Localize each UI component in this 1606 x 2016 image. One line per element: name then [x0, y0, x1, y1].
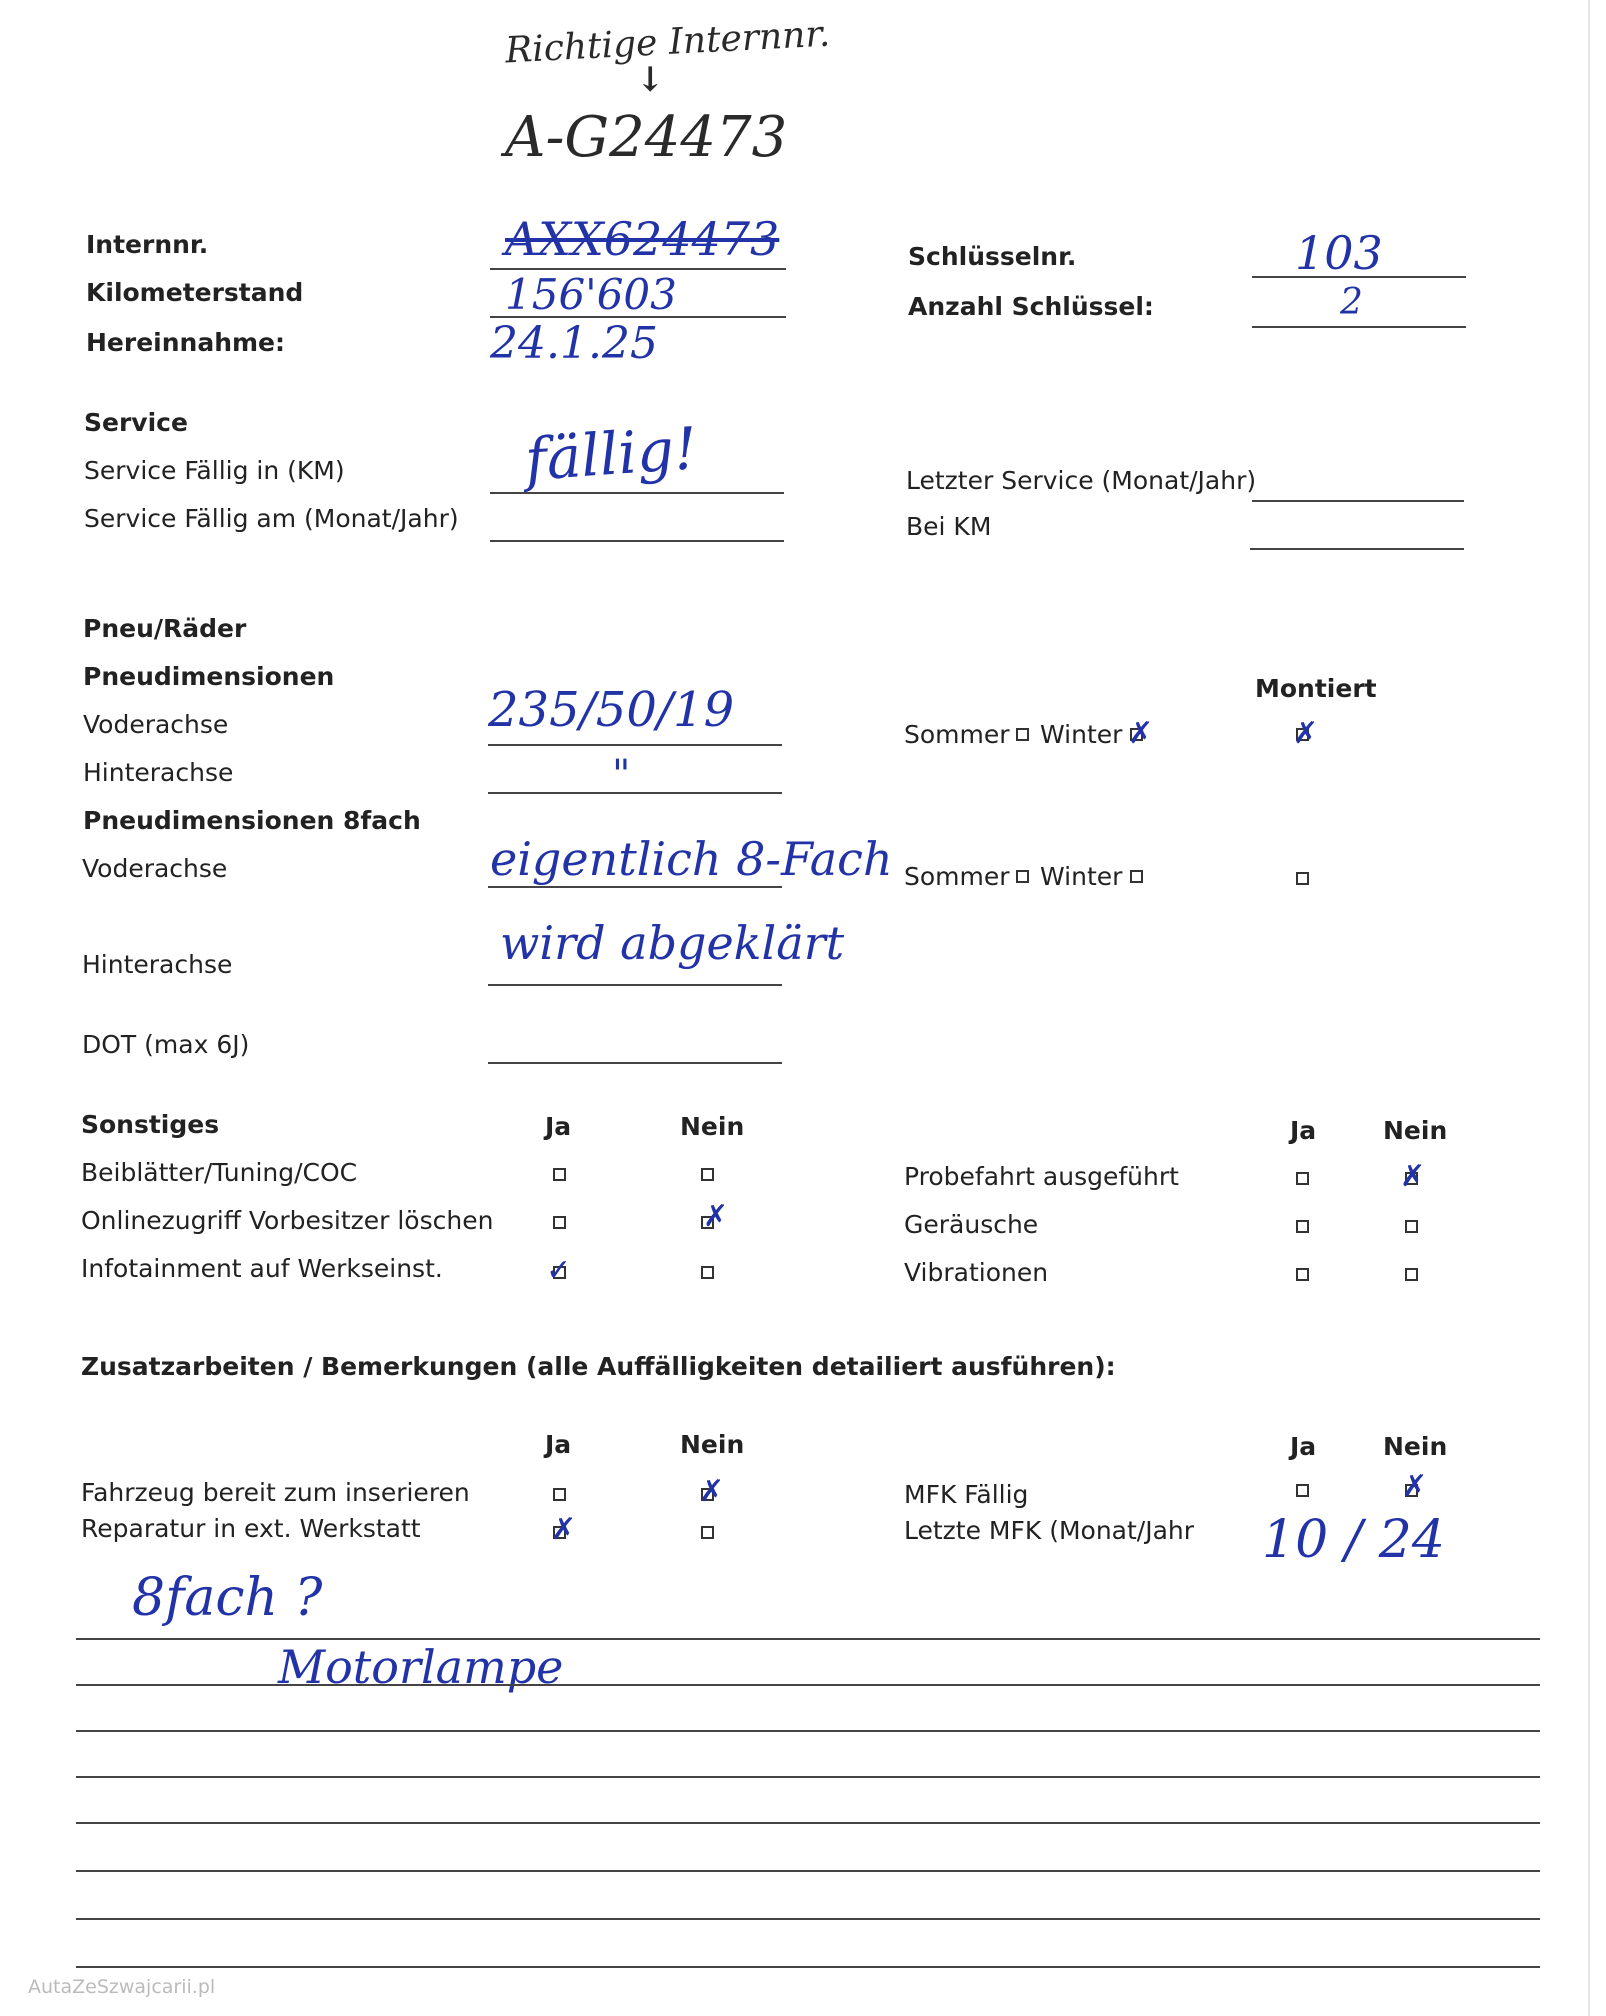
tires-dims8-heading: Pneudimensionen 8fach: [83, 806, 421, 835]
winter-label-2: Winter: [1040, 862, 1123, 891]
zusatz-right-ja-header: Ja: [1290, 1432, 1317, 1461]
zusatz-item-1-nein-checkbox[interactable]: [701, 1526, 714, 1539]
sonstiges-right-item-label: Probefahrt ausgeführt: [904, 1162, 1179, 1191]
montiert-label: Montiert: [1255, 674, 1377, 703]
hinterachse-line: [488, 792, 782, 794]
kilometer-label: Kilometerstand: [86, 278, 304, 307]
vorderachse-line: [488, 744, 782, 746]
service-heading: Service: [84, 408, 188, 437]
vorderachse8-value: eigentlich 8-Fach: [490, 832, 893, 886]
schluesselnr-label: Schlüsselnr.: [908, 242, 1077, 271]
service-faellig-km-label: Service Fällig in (KM): [84, 456, 345, 485]
kilometer-value: 156'603: [505, 270, 677, 319]
internnr-label: Internnr.: [86, 230, 209, 259]
sonstiges-right-nein-header: Nein: [1383, 1116, 1448, 1145]
tires-dims-heading: Pneudimensionen: [83, 662, 335, 691]
anzahl-value: 2: [1340, 282, 1363, 323]
remark-ruled-line: [76, 1638, 1540, 1640]
dot-label: DOT (max 6J): [82, 1030, 250, 1059]
sonstiges-right-0-nein-mark: ✗: [1400, 1159, 1426, 1194]
sonstiges-right-2-nein-checkbox[interactable]: [1405, 1268, 1418, 1281]
anzahl-line: [1252, 326, 1466, 328]
hinterachse8-value: wird abgeklärt: [500, 916, 845, 970]
winter-checkbox-2[interactable]: [1130, 870, 1143, 883]
sommer-label-1: Sommer: [904, 720, 1010, 749]
hinterachse-label: Hinterachse: [83, 758, 234, 787]
hinterachse-value: ": [612, 752, 631, 798]
sonstiges-item-0-nein-checkbox[interactable]: [701, 1168, 714, 1181]
schluesselnr-value: 103: [1295, 226, 1383, 280]
dot-line: [488, 1062, 782, 1064]
remark-line-1: 8fach ?: [132, 1568, 323, 1628]
sonstiges-right-1-nein-checkbox[interactable]: [1405, 1220, 1418, 1233]
zusatz-item-1-ja-mark: ✗: [551, 1512, 577, 1547]
remark-line-2: Motorlampe: [278, 1640, 564, 1694]
letzte-mfk-value: 10 / 24: [1262, 1510, 1445, 1570]
letzter-service-line: [1252, 500, 1464, 502]
vorderachse8-line: [488, 886, 782, 888]
zusatz-item-label: Fahrzeug bereit zum inserieren: [81, 1478, 470, 1507]
anzahl-label: Anzahl Schlüssel:: [908, 292, 1154, 321]
zusatz-ja-header: Ja: [545, 1430, 572, 1459]
annotation-corrected-number: A-G24473: [505, 105, 788, 170]
remark-ruled-line: [76, 1730, 1540, 1732]
montiert-checkbox-2[interactable]: [1296, 872, 1309, 885]
winter-check-mark-1: ✗: [1128, 716, 1154, 751]
zusatz-nein-header: Nein: [680, 1430, 745, 1459]
zusatz-item-0-ja-checkbox[interactable]: [553, 1488, 566, 1501]
remark-ruled-line: [76, 1822, 1540, 1824]
zusatz-item-label: Reparatur in ext. Werkstatt: [81, 1514, 421, 1543]
sonstiges-item-0-ja-checkbox[interactable]: [553, 1168, 566, 1181]
zusatz-item-0-nein-mark: ✗: [699, 1474, 725, 1509]
bei-km-label: Bei KM: [906, 512, 992, 541]
hinterachse8-label: Hinterachse: [82, 950, 233, 979]
service-faellig-km-line: [490, 492, 784, 494]
sommer-checkbox-2[interactable]: [1016, 870, 1029, 883]
internnr-value: AXX624473: [505, 212, 780, 266]
vorderachse8-label: Voderachse: [82, 854, 228, 883]
tires-heading: Pneu/Räder: [83, 614, 247, 643]
page-edge: [1588, 0, 1590, 2016]
sommer-label-2: Sommer: [904, 862, 1010, 891]
sonstiges-item-label: Infotainment auf Werkseinst.: [81, 1254, 443, 1283]
remark-ruled-line: [76, 1918, 1540, 1920]
sonstiges-item-1-ja-checkbox[interactable]: [553, 1216, 566, 1229]
sonstiges-right-item-label: Geräusche: [904, 1210, 1039, 1239]
zusatz-heading: Zusatzarbeiten / Bemerkungen (alle Auffälligkeiten detailiert ausführen):: [81, 1352, 1116, 1381]
mfk-nein-mark: ✗: [1402, 1469, 1428, 1504]
montiert-check-mark-1: ✗: [1293, 716, 1319, 751]
sonstiges-right-item-label: Vibrationen: [904, 1258, 1049, 1287]
mfk-ja-checkbox[interactable]: [1296, 1484, 1309, 1497]
letzter-service-label: Letzter Service (Monat/Jahr): [906, 466, 1257, 495]
remark-ruled-line: [76, 1870, 1540, 1872]
hereinnahme-value: 24.1.25: [490, 318, 658, 369]
sonstiges-heading: Sonstiges: [81, 1110, 220, 1139]
vorderachse-label: Voderachse: [83, 710, 229, 739]
sonstiges-item-label: Beiblätter/Tuning/COC: [81, 1158, 358, 1187]
zusatz-right-nein-header: Nein: [1383, 1432, 1448, 1461]
sommer-checkbox-1[interactable]: [1016, 728, 1029, 741]
schluesselnr-line: [1252, 276, 1466, 278]
hereinnahme-label: Hereinnahme:: [86, 328, 285, 357]
sonstiges-nein-header: Nein: [680, 1112, 745, 1141]
sonstiges-item-label: Onlinezugriff Vorbesitzer löschen: [81, 1206, 494, 1235]
service-faellig-am-label: Service Fällig am (Monat/Jahr): [84, 504, 459, 533]
service-faellig-km-value: fällig!: [522, 414, 700, 494]
mfk-faellig-label: MFK Fällig: [904, 1480, 1029, 1509]
watermark: AutaZeSzwajcarii.pl: [28, 1976, 216, 1998]
sonstiges-right-1-ja-checkbox[interactable]: [1296, 1220, 1309, 1233]
annotation-note: Richtige Internnr.: [504, 13, 832, 72]
annotation-arrow: ↓: [636, 60, 665, 100]
remark-ruled-line: [76, 1684, 1540, 1686]
bei-km-line: [1250, 548, 1464, 550]
vorderachse-value: 235/50/19: [488, 682, 735, 738]
sonstiges-right-ja-header: Ja: [1290, 1116, 1317, 1145]
sonstiges-ja-header: Ja: [545, 1112, 572, 1141]
hinterachse8-line: [488, 984, 782, 986]
remark-ruled-line: [76, 1776, 1540, 1778]
winter-label-1: Winter: [1040, 720, 1123, 749]
service-faellig-am-line: [490, 540, 784, 542]
sonstiges-item-1-nein-mark: ✗: [703, 1199, 729, 1234]
sonstiges-right-0-ja-checkbox[interactable]: [1296, 1172, 1309, 1185]
sonstiges-right-2-ja-checkbox[interactable]: [1296, 1268, 1309, 1281]
letzte-mfk-label: Letzte MFK (Monat/Jahr: [904, 1516, 1195, 1545]
sonstiges-item-2-ja-mark: ✓: [546, 1253, 572, 1288]
remark-ruled-line: [76, 1966, 1540, 1968]
sonstiges-item-2-nein-checkbox[interactable]: [701, 1266, 714, 1279]
